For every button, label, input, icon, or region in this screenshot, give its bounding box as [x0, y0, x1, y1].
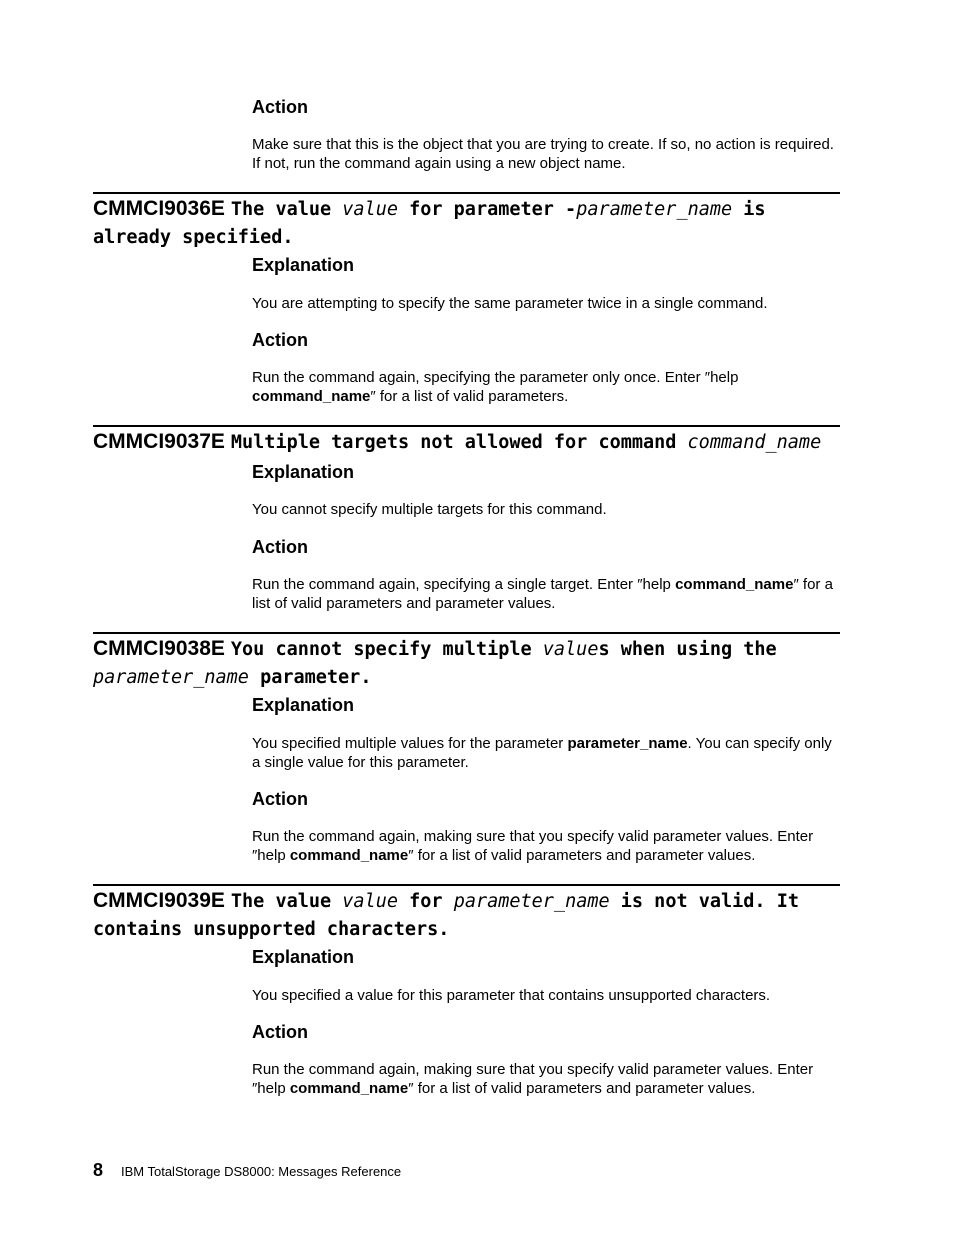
- message-title-part: Multiple targets not allowed for command: [230, 432, 688, 453]
- explanation-text: You specified multiple values for the parameter parameter_name. You can specify only a single value for this parameter.: [252, 735, 832, 771]
- message-code: CMMCI9038E: [93, 637, 225, 660]
- divider-rule: [93, 632, 840, 634]
- message-title-part: for: [397, 891, 454, 912]
- message-title-variable: value: [342, 891, 398, 912]
- parameter-name-term: parameter_name: [567, 735, 688, 752]
- action-text: Run the command again, making sure that you specify valid parameter values. Enter ″help command_name″ for a list of valid parameters and parameter values.: [252, 1061, 814, 1097]
- action-text: Run the command again, making sure that you specify valid parameter values. Enter ″help command_name″ for a list of valid parameters and parameter values.: [252, 828, 814, 864]
- message-heading: [93, 635, 838, 692]
- message-title-part: parameter.: [248, 667, 372, 688]
- section-heading-explanation: Explanation: [252, 695, 355, 715]
- message-code: CMMCI9037E: [93, 430, 225, 453]
- message-heading: [93, 887, 838, 944]
- section-heading-action: Action: [252, 97, 308, 117]
- message-code: CMMCI9036E: [93, 197, 225, 220]
- section-heading-action: Action: [252, 330, 308, 350]
- command-name-term: command_name: [675, 576, 794, 593]
- message-title-part: is already specified.: [93, 199, 766, 248]
- section-heading-explanation: Explanation: [252, 255, 355, 275]
- section-heading-action: Action: [252, 789, 308, 809]
- section-heading-action: Action: [252, 1022, 308, 1042]
- message-title-variable: value: [342, 199, 398, 220]
- message-title-part: The value: [230, 199, 343, 220]
- command-name-term: command_name: [252, 388, 371, 405]
- divider-rule: [93, 192, 840, 194]
- footer-book-title: IBM TotalStorage DS8000: Messages Reference: [121, 1164, 402, 1179]
- message-title-part: The value: [230, 891, 343, 912]
- message-heading: [93, 195, 838, 252]
- explanation-text: You cannot specify multiple targets for this command.: [252, 501, 607, 518]
- message-title-part: is not valid. It contains unsupported characters.: [93, 891, 799, 940]
- section-heading-explanation: Explanation: [252, 947, 355, 967]
- command-name-term: command_name: [289, 1080, 409, 1097]
- command-name-term: command_name: [289, 847, 409, 864]
- message-title-variable: parameter_name: [576, 199, 733, 220]
- message-title-part: s when using the: [598, 639, 777, 660]
- message-heading: [93, 428, 838, 457]
- section-heading-action: Action: [252, 537, 308, 557]
- message-title-variable: value: [542, 639, 599, 660]
- divider-rule: [93, 425, 840, 427]
- message-title-variable: parameter_name: [453, 891, 610, 912]
- divider-rule: [93, 884, 840, 886]
- message-title-variable: parameter_name: [93, 667, 249, 688]
- action-text: Make sure that this is the object that you are trying to create. If so, no action is required. If not, run the command again using a new object name.: [252, 136, 834, 172]
- action-text: Run the command again, specifying the parameter only once. Enter ″help command_name″ for a list of valid parameters.: [252, 369, 739, 405]
- message-title-part: for parameter -: [397, 199, 577, 220]
- message-title-variable: command_name: [687, 432, 822, 453]
- page-number: 8: [93, 1160, 104, 1180]
- action-text: Run the command again, specifying a single target. Enter ″help command_name″ for a list of valid parameters and parameter values.: [252, 576, 833, 612]
- message-code: CMMCI9039E: [93, 889, 225, 912]
- explanation-text: You specified a value for this parameter that contains unsupported characters.: [252, 987, 771, 1004]
- explanation-text: You are attempting to specify the same parameter twice in a single command.: [252, 295, 768, 312]
- message-title-part: You cannot specify multiple: [230, 639, 543, 660]
- section-heading-explanation: Explanation: [252, 462, 355, 482]
